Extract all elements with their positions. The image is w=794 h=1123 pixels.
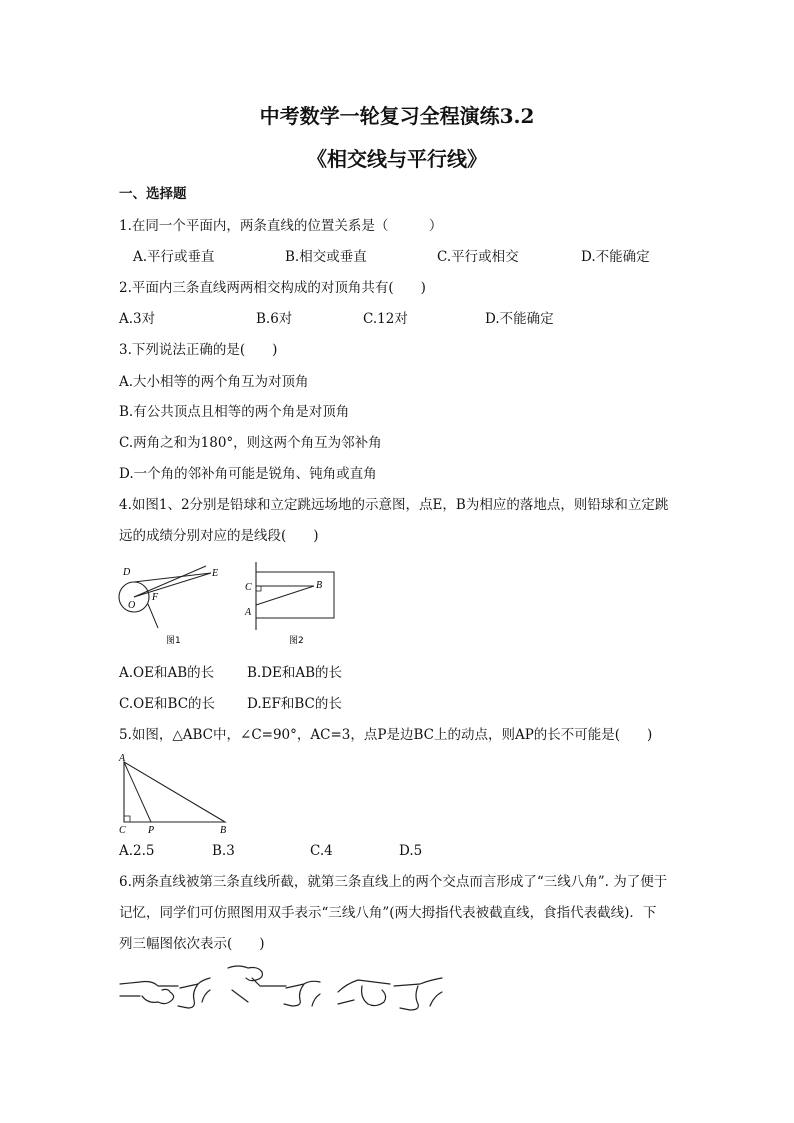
right-hand-arm-icon: [180, 978, 210, 988]
fig1-label-f: F: [152, 592, 159, 603]
fig2-label-c: C: [245, 582, 252, 593]
q3-option-d: D.一个角的邻补角可能是锐角、钝角或直角: [119, 466, 377, 482]
right-hand-wrist-icon: [202, 990, 210, 1002]
q4-stem-line1: 4.如图1、2分别是铅球和立定跳远场地的示意图，点E，B为相应的落地点，则铅球和立定跳: [119, 497, 669, 513]
fig2-caption: 图2: [289, 636, 304, 646]
left-hand-arm-icon: [120, 982, 178, 987]
triangle-abc: [124, 762, 225, 822]
left-hand-fingers-icon: [142, 989, 174, 1003]
q3-option-b: B.有公共顶点且相等的两个角是对顶角: [119, 404, 350, 420]
fig1-label-d: D: [123, 567, 131, 578]
q2-option-a: A.3对: [119, 311, 156, 327]
right-hand-fingers-icon-3: [400, 986, 418, 1010]
q2-option-d: D.不能确定: [485, 311, 554, 327]
bottom-hand-wrist-icon: [312, 994, 320, 1006]
q3-stem: 3.下列说法正确的是( ): [119, 342, 278, 358]
q1-option-c: C.平行或相交: [437, 249, 519, 265]
page-title: 中考数学一轮复习全程演练3.2: [259, 104, 535, 128]
sector-line-lower: [134, 566, 206, 597]
q6-hands-figure-1: [118, 966, 212, 1016]
q5-label-c: C: [119, 825, 126, 836]
q5-option-d: D.5: [399, 843, 423, 859]
q6-stem-line2: 记忆，同学们可仿照图用双手表示“三线八角”(两大拇指代表被截直线，食指代表截线)．下: [119, 905, 657, 921]
q6-hands-figure-2: [226, 962, 322, 1012]
fig1-label-e: E: [212, 568, 219, 579]
q6-stem-line1: 6.两条直线被第三条直线所截，就第三条直线上的两个交点而言形成了“三线八角”. 为了便于: [119, 874, 668, 890]
left-arm-icon: [232, 990, 248, 1002]
q5-option-a: A.2.5: [119, 843, 155, 859]
q2-option-c: C.12对: [363, 311, 408, 327]
left-hand-fingers-icon-3: [362, 986, 386, 1006]
q5-option-b: B.3: [212, 843, 235, 859]
right-angle-c: [124, 816, 130, 822]
q1-option-d: D.不能确定: [581, 249, 650, 265]
line-o-to-e: [134, 573, 211, 597]
q5-figure-triangle: [114, 752, 239, 836]
fig1-caption: 图1: [166, 636, 181, 646]
q4-option-b: B.DE和AB的长: [247, 665, 343, 681]
sandpit-rect: [256, 572, 334, 618]
q1-stem: 1.在同一个平面内，两条直线的位置关系是（ ）: [119, 218, 443, 234]
page-subtitle: 《相交线与平行线》: [307, 147, 487, 171]
q6-stem-line3: 列三幅图依次表示( ): [119, 936, 265, 952]
q4-stem-line2: 远的成绩分别对应的是线段( ): [119, 528, 319, 544]
q5-label-a: A: [119, 753, 126, 764]
top-hand-icon: [228, 966, 262, 981]
pointer-line: [148, 604, 158, 628]
left-hand-wrist-icon-3: [338, 1000, 354, 1004]
q4-option-a: A.OE和AB的长: [119, 665, 215, 681]
right-hand-arm-icon-3: [394, 978, 442, 986]
q5-label-b: B: [220, 825, 227, 836]
q5-stem: 5.如图，△ABC中，∠C=90°，AC=3，点P是边BC上的动点，则AP的长不可能是( ): [119, 727, 653, 743]
q2-stem: 2.平面内三条直线两两相交构成的对顶角共有( ): [119, 280, 426, 296]
q4-option-c: C.OE和BC的长: [119, 696, 216, 712]
q2-option-b: B.6对: [256, 311, 293, 327]
q3-option-a: A.大小相等的两个角互为对顶角: [119, 374, 309, 390]
right-hand-wrist-icon-3: [430, 992, 442, 1006]
section-heading: 一、选择题: [119, 186, 187, 202]
q4-figure-2: [240, 560, 350, 650]
q5-label-p: P: [148, 825, 155, 836]
fig2-label-a: A: [245, 607, 252, 618]
right-angle-mark: [256, 586, 261, 591]
fig1-label-o: O: [128, 600, 136, 611]
line-a-to-b: [256, 586, 314, 605]
q4-figure-1: [114, 560, 234, 650]
fig2-label-b: B: [316, 580, 323, 591]
q1-option-b: B.相交或垂直: [285, 249, 367, 265]
q1-option-a: A.平行或垂直: [133, 249, 215, 265]
segment-ap: [124, 762, 151, 822]
q6-hands-figure-3: [336, 966, 444, 1016]
q5-option-c: C.4: [310, 843, 333, 859]
q4-option-d: D.EF和BC的长: [247, 696, 342, 712]
q3-option-c: C.两角之和为180°，则这两个角互为邻补角: [119, 435, 382, 451]
